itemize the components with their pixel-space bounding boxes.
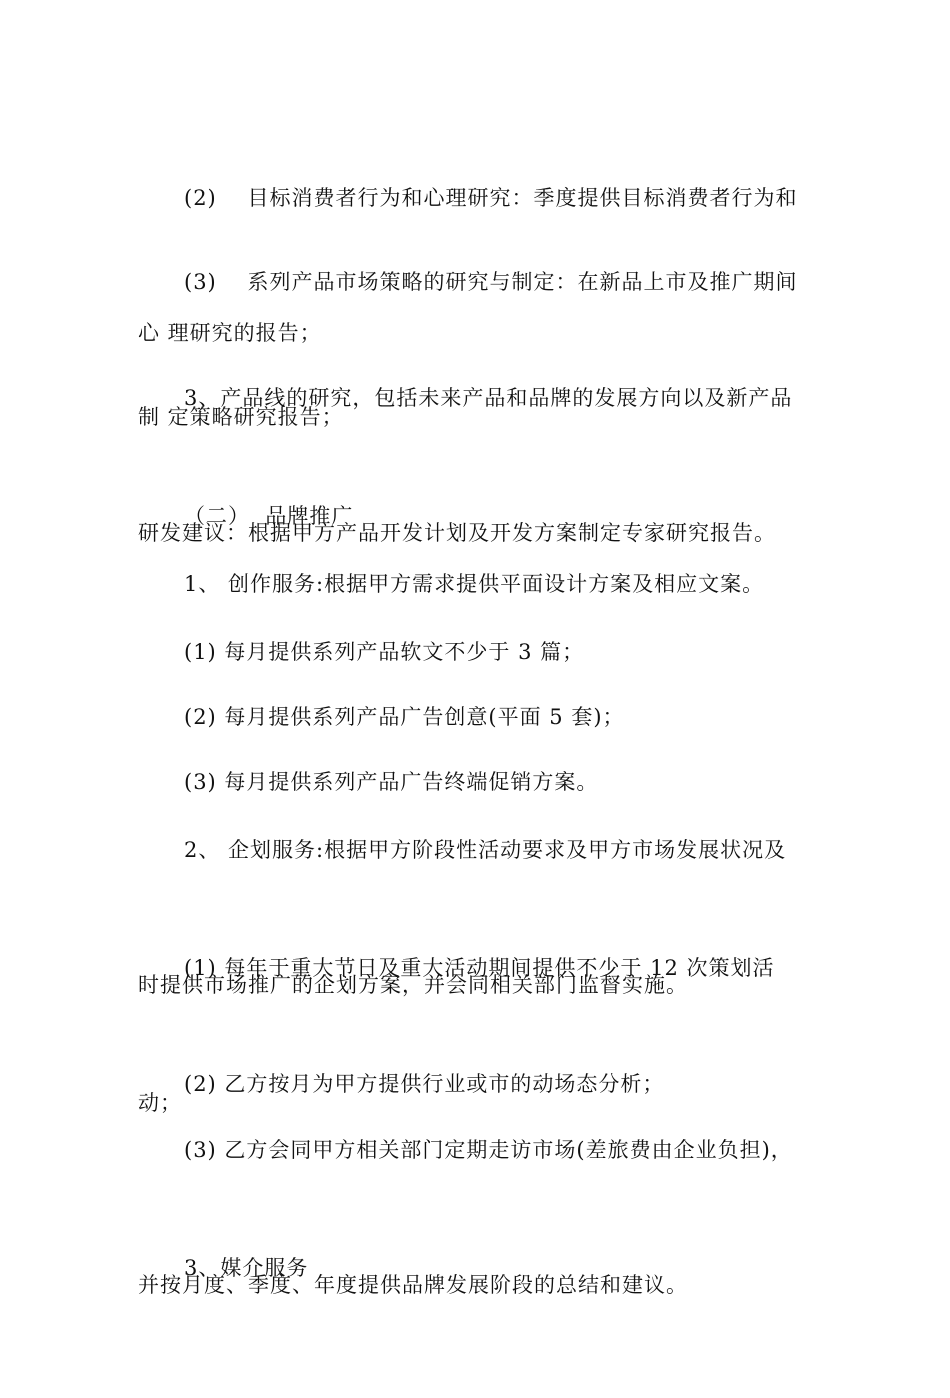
paragraph-line: (3) 系列产品市场策略的研究与制定：在新品上市及推广期间 [184, 270, 798, 294]
paragraph-line: 动； [138, 1091, 182, 1115]
paragraph-line: 研发建议：根据甲方产品开发计划及开发方案制定专家研究报告。 [138, 521, 776, 545]
paragraph-line: （二） 品牌推广 [184, 504, 354, 528]
paragraph-line: 1、 创作服务:根据甲方需求提供平面设计方案及相应文案。 [184, 572, 765, 596]
paragraph-line: (2) 每月提供系列产品广告创意(平面 5 套)； [184, 705, 625, 729]
paragraph-line: (2) 目标消费者行为和心理研究：季度提供目标消费者行为和 [184, 186, 798, 210]
paragraph-line: (3) 每月提供系列产品广告终端促销方案。 [184, 770, 599, 794]
paragraph-line: 3、产品线的研究，包括未来产品和品牌的发展方向以及新产品 [184, 386, 793, 410]
paragraph-line: (3) 乙方会同甲方相关部门定期走访市场(差旅费由企业负担)， [184, 1138, 793, 1162]
section-heading-media-service [138, 1156, 828, 1381]
paragraph-line: 并按月度、季度、年度提供品牌发展阶段的总结和建议。 [138, 1273, 688, 1297]
paragraph-line: (1) 每年于重大节日及重大活动期间提供不少于 12 次策划活 [184, 956, 775, 980]
paragraph-line: 2、 企划服务:根据甲方阶段性活动要求及甲方市场发展状况及 [184, 838, 787, 862]
paragraph-line: (1) 每月提供系列产品软文不少于 3 篇； [184, 640, 585, 664]
paragraph-line: 制 定策略研究报告； [138, 405, 344, 429]
paragraph-line: 心 理研究的报告； [138, 321, 322, 345]
paragraph-line: (2) 乙方按月为甲方提供行业或市的动场态分析； [184, 1072, 665, 1096]
paragraph-line: 3、媒介服务 [184, 1256, 309, 1280]
paragraph-line: 时提供市场推广的企划方案，并会同相关部门监督实施。 [138, 973, 688, 997]
